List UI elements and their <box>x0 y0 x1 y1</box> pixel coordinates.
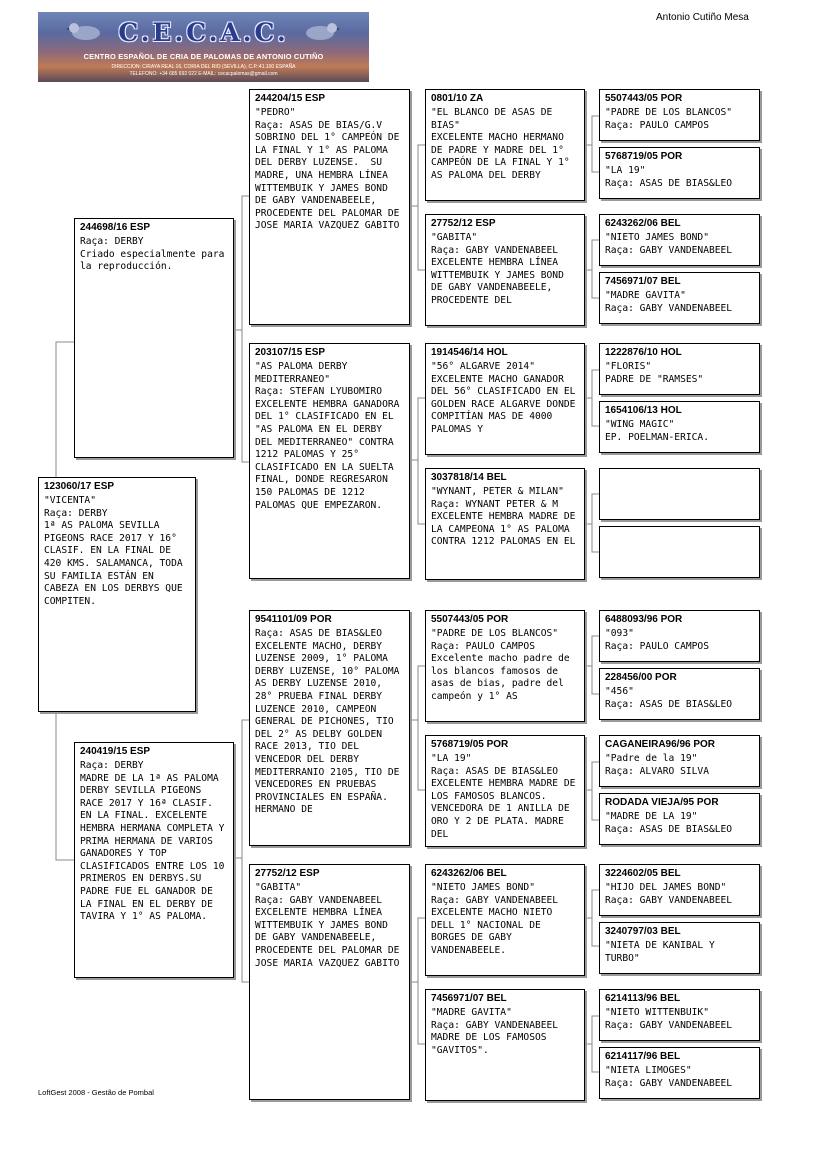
pigeon-description: "EL BLANCO DE ASAS DE BIAS" EXCELENTE MACHO HERMANO DE PADRE Y MADRE DEL 1° CAMPEÓN DE LA FINAL Y 1° AS PALOMA DEL DERBY <box>431 107 570 181</box>
ring-number: 7456971/07 BEL <box>605 276 681 287</box>
ring-number: CAGANEIRA96/96 POR <box>605 739 716 750</box>
owner-name: Antonio Cutiño Mesa <box>656 12 749 23</box>
pigeon-card <box>249 610 410 846</box>
pigeon-description: "GABITA" Raça: GABY VANDENABEEL EXCELENTE HEMBRA LÍNEA WITTEMBUIK Y JAMES BOND DE GABY VANDENABEELE, PROCEDENTE DEL PALOMAR DE JOSE MARIA VAZQUEZ GABITO <box>255 882 400 969</box>
pigeon-description: "WING MAGIC" EP. POELMAN-ERICA. <box>605 419 709 443</box>
pigeon-card <box>249 864 410 1100</box>
pigeon-card <box>599 272 760 324</box>
pigeon-description: Raça: DERBY Criado especialmente para la reproducción. <box>80 236 225 273</box>
ring-number: 3224602/05 BEL <box>605 868 681 879</box>
pigeon-description: "093" Raça: PAULO CAMPOS <box>605 628 709 652</box>
pigeon-card <box>599 989 760 1041</box>
pigeon-description: "NIETA LIMOGES" Raça: GABY VANDENABEEL <box>605 1065 733 1089</box>
pigeon-card <box>599 668 760 720</box>
ring-number: 6488093/96 POR <box>605 614 683 625</box>
pigeon-description: "MADRE GAVITA" Raça: GABY VANDENABEEL <box>605 290 733 314</box>
ring-number: 7456971/07 BEL <box>431 993 507 1004</box>
pigeon-description: "LA 19" Raça: ASAS DE BIAS&LEO <box>605 165 733 189</box>
ring-number: 6214113/96 BEL <box>605 993 681 1004</box>
pigeon-description: "NIETA DE KANIBAL Y TURBO" <box>605 940 721 964</box>
pigeon-card <box>425 989 585 1101</box>
pigeon-card <box>599 922 760 974</box>
pigeon-description: "PADRE DE LOS BLANCOS" Raça: PAULO CAMPOS <box>605 107 733 131</box>
pigeon-card <box>74 742 234 978</box>
ring-number: 6243262/06 BEL <box>431 868 507 879</box>
pigeon-description: "GABITA" Raça: GABY VANDENABEEL EXCELENTE HEMBRA LÍNEA WITTEMBUIK Y JAMES BOND DE GABY VANDENABEELE, PROCEDENTE DEL <box>431 232 564 306</box>
pigeon-card <box>425 343 585 455</box>
ring-number: 244698/16 ESP <box>80 222 151 233</box>
ring-number: 1654106/13 HOL <box>605 405 682 416</box>
pigeon-card <box>249 343 410 579</box>
ring-number: 27752/12 ESP <box>431 218 496 229</box>
pigeon-card <box>425 864 585 976</box>
pigeon-card <box>425 214 585 326</box>
pigeon-card <box>425 89 585 201</box>
ring-number: 9541101/09 POR <box>255 614 332 625</box>
logo-title: C.E.C.A.C. <box>118 18 289 47</box>
pigeon-description: "NIETO JAMES BOND" Raça: GABY VANDENABEEL EXCELENTE MACHO NIETO DELL 1° NACIONAL DE BORGES DE GABY VANDENABEELE. <box>431 882 559 956</box>
ring-number: 228456/00 POR <box>605 672 677 683</box>
pigeon-description: "456" Raça: ASAS DE BIAS&LEO <box>605 686 733 710</box>
pigeon-card <box>599 610 760 662</box>
pigeon-card <box>425 610 585 722</box>
pigeon-card <box>425 468 585 580</box>
ring-number: 1914546/14 HOL <box>431 347 508 358</box>
pigeon-description: Raça: ASAS DE BIAS&LEO EXCELENTE MACHO, DERBY LUZENSE 2009, 1° PALOMA DERBY LUZENSE, 10° PALOMA AS DERBY LUZENSE 2010, 28° PRUEBA FINAL DERBY LUZENCE 2010, CAMPEON GENERAL DE PICHONES, TIO DEL 2° AS DELBY GOLDEN RACE 2013, TIO DEL VENCEDOR DEL DERBY MEDITERRANIO 2105, TIO DE VENCEDORES EN PRUEBAS PROVINCIALES EN ESPAÑA. HERMANO DE <box>255 628 406 816</box>
pigeon-card-empty <box>599 526 760 578</box>
ring-number: 240419/15 ESP <box>80 746 151 757</box>
pigeon-description: "56° ALGARVE 2014" EXCELENTE MACHO GANADOR DEL 56° CLASIFICADO EN EL GOLDEN RACE ALGARVE DONDE COMPITÍAN MAS DE 4000 PALOMAS Y <box>431 361 576 435</box>
ring-number: 5507443/05 POR <box>431 614 509 625</box>
pigeon-card <box>74 218 234 458</box>
pigeon-card <box>599 147 760 199</box>
ring-number: 5768719/05 POR <box>431 739 509 750</box>
pigeon-description: "Padre de la 19" Raça: ALVARO SILVA <box>605 753 709 777</box>
pigeon-description: "VICENTA" Raça: DERBY 1ª AS PALOMA SEVILLA PIGEONS RACE 2017 Y 16° CLASIF. EN LA FINAL DE 420 KMS. SALAMANCA, TODA SU FAMILIA ESTÁN EN CABEZA EN LOS DERBYS QUE COMPITEN. <box>44 495 183 607</box>
pigeon-card <box>599 401 760 453</box>
pigeon-description: "AS PALOMA DERBY MEDITERRANEO" Raça: STEFAN LYUBOMIRO EXCELENTE HEMBRA GANADORA DEL 1° CLASIFICADO EN EL "AS PALOMA EN EL DERBY DEL MEDITERRANEO" CONTRA 1212 PALOMAS Y 25° CLASIFICADO EN LA SUELTA FINAL, DONDE REGRESARON 150 PALOMAS DE 1212 PALOMAS QUE EMPEZARON. <box>255 361 400 511</box>
ring-number: 123060/17 ESP <box>44 481 115 492</box>
ring-number: 27752/12 ESP <box>255 868 320 879</box>
pigeon-description: "PADRE DE LOS BLANCOS" Raça: PAULO CAMPOS Excelente macho padre de los blancos famosos de asas de bias, padre del campeón y 1° AS <box>431 628 570 702</box>
pigeon-card <box>599 864 760 916</box>
pigeon-card <box>599 214 760 266</box>
ring-number: RODADA VIEJA/95 POR <box>605 797 719 808</box>
pigeon-description: Raça: DERBY MADRE DE LA 1ª AS PALOMA DERBY SEVILLA PIGEONS RACE 2017 Y 16ª CLASIF. EN LA FINAL. EXCELENTE HEMBRA HERMANA COMPLETA Y PRIMA HERMANA DE VARIOS GANADORES Y TOP CLASIFICADOS ENTRE LOS 10 PRIMEROS EN DERBYS.SU PADRE FUE EL GANADOR DE LA FINAL EN EL DERBY DE TAVIRA Y 1° AS PALOMA. <box>80 760 225 923</box>
pigeon-description: "HIJO DEL JAMES BOND" Raça: GABY VANDENABEEL <box>605 882 733 906</box>
pigeon-card <box>599 1047 760 1099</box>
logo-address: DIRECCION: C/RAYA REAL 16, CORIA DEL RIO (SEVILLA), C.P.:41.100 ESPAÑA <box>111 64 296 70</box>
logo-subtitle: CENTRO ESPAÑOL DE CRIA DE PALOMAS DE ANTONIO CUTIÑO <box>83 52 324 61</box>
ring-number: 203107/15 ESP <box>255 347 326 358</box>
pigeon-card <box>425 735 585 847</box>
ring-number: 6214117/96 BEL <box>605 1051 681 1062</box>
pigeon-card <box>599 735 760 787</box>
pigeon-card <box>38 477 196 712</box>
ring-number: 5768719/05 POR <box>605 151 683 162</box>
pigeon-description: "WYNANT, PETER & MILAN" Raça: WYNANT PETER & M EXCELENTE HEMBRA MADRE DE LA CAMPEONA 1° AS PALOMA CONTRA 1212 PALOMAS EN EL <box>431 486 576 548</box>
pigeon-description: "PEDRO" Raça: ASAS DE BIAS/G.V SOBRINO DEL 1° CAMPEÓN DE LA FINAL Y 1° AS PALOMA DEL DERBY LUZENSE. SU MADRE, UNA HEMBRA LÍNEA WITTEMBUIK Y JAMES BOND DE GABY VANDENABEELE, PROCEDENTE DEL PALOMAR DE JOSE MARIA VAZQUEZ GABITO <box>255 107 400 232</box>
pigeon-description: "NIETO JAMES BOND" Raça: GABY VANDENABEEL <box>605 232 733 256</box>
ring-number: 3240797/03 BEL <box>605 926 681 937</box>
ring-number: 3037818/14 BEL <box>431 472 507 483</box>
pigeon-card <box>599 793 760 845</box>
pigeon-description: "LA 19" Raça: ASAS DE BIAS&LEO EXCELENTE HEMBRA MADRE DE LOS FAMOSOS BLANCOS. VENCEDORA DE 1 ANILLA DE ORO Y 2 DE PLATA. MADRE DEL <box>431 753 576 840</box>
ring-number: 1222876/10 HOL <box>605 347 682 358</box>
ring-number: 0801/10 ZA <box>431 93 484 104</box>
ring-number: 6243262/06 BEL <box>605 218 681 229</box>
pigeon-card <box>249 89 410 325</box>
pigeon-card <box>599 89 760 141</box>
ring-number: 244204/15 ESP <box>255 93 326 104</box>
ring-number: 5507443/05 POR <box>605 93 683 104</box>
pigeon-description: "FLORIS" PADRE DE "RAMSES" <box>605 361 704 385</box>
footer-credit: LoftGest 2008 - Gestão de Pombal <box>38 1088 154 1097</box>
pigeon-card <box>599 343 760 395</box>
pigeon-description: "MADRE GAVITA" Raça: GABY VANDENABEEL MADRE DE LOS FAMOSOS "GAVITOS". <box>431 1007 559 1056</box>
pigeon-description: "NIETO WITTENBUIK" Raça: GABY VANDENABEEL <box>605 1007 733 1031</box>
logo-contact: TELEFONO: +34 685 692 022 E-MAIL: cecacpalomas@gmail.com <box>129 71 278 77</box>
pigeon-description: "MADRE DE LA 19" Raça: ASAS DE BIAS&LEO <box>605 811 733 835</box>
pigeon-card-empty <box>599 468 760 520</box>
